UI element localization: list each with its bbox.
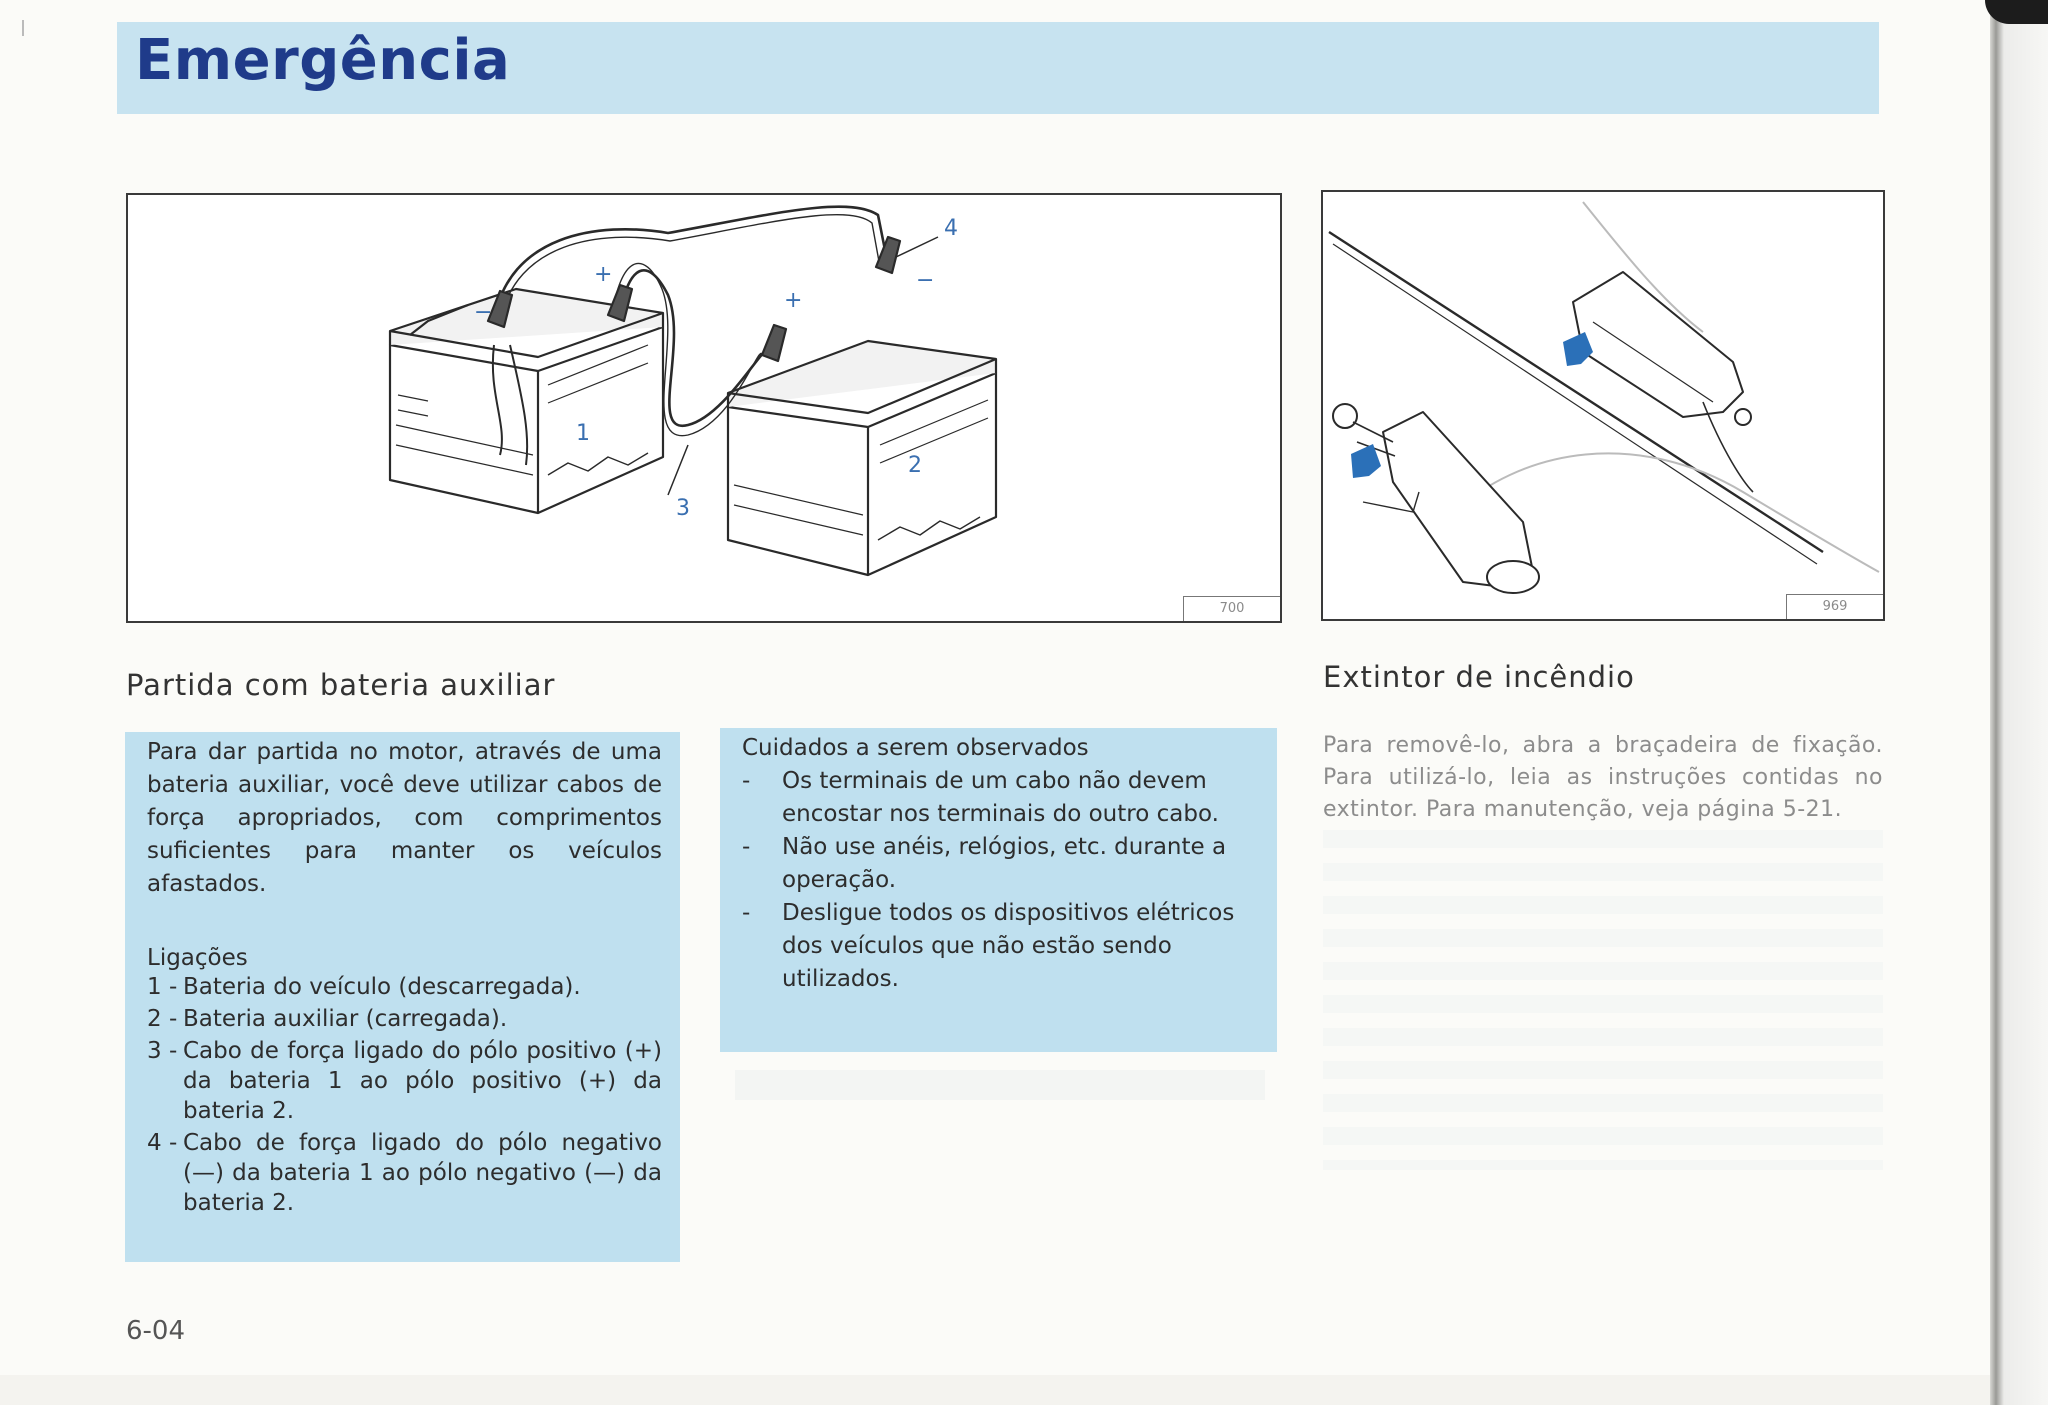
connections-list — [147, 972, 662, 1220]
show-through-text — [1323, 830, 1883, 1170]
extinguisher-illustration — [1321, 190, 1885, 621]
margin-mark — [22, 20, 24, 36]
show-through-text — [735, 1070, 1265, 1100]
figure-code: 700 — [1183, 596, 1280, 621]
list-item: 2 - Bateria auxiliar (carregada). — [147, 1006, 508, 1032]
battery-diagram — [128, 195, 1280, 621]
precautions-heading: Cuidados a serem observados — [742, 735, 1089, 761]
jump-start-illustration — [126, 193, 1282, 623]
intro-paragraph: Para dar partida no motor, através de uma bateria auxiliar, você deve utilizar cabos de força apropriados, com comprimentos suficientes para manter os veículos afastados. — [147, 739, 662, 897]
jump-start-instructions — [125, 732, 680, 1262]
callout-1: 1 — [576, 421, 590, 446]
callout-4: 4 — [944, 216, 958, 241]
callout-2: 2 — [908, 453, 922, 478]
list-item: - Os terminais de um cabo não devem encostar nos terminais do outro cabo. — [742, 768, 1219, 827]
connections-heading: Ligações — [147, 945, 248, 971]
page-number: 6-04 — [126, 1316, 186, 1346]
extinguisher-paragraph: Para removê-lo, abra a braçadeira de fixação. Para utilizá-lo, leia as instruções contidas no extintor. Para manutenção, veja página 5-21. — [1323, 733, 1883, 822]
callout-3: 3 — [676, 496, 690, 521]
list-item: - Desligue todos os dispositivos elétricos dos veículos que não estão sendo utilizados. — [742, 900, 1235, 992]
battery-section-title: Partida com bateria auxiliar — [126, 668, 556, 702]
extinguisher-diagram — [1323, 192, 1883, 619]
extinguisher-section-title: Extintor de incêndio — [1323, 660, 1635, 694]
plus-label-2: + — [784, 288, 803, 313]
list-item: - Não use anéis, relógios, etc. durante a operação. — [742, 834, 1227, 893]
list-item: 4 - Cabo de força ligado do pólo negativo (—) da bateria 1 ao pólo negativo (—) da bateria 2. — [147, 1130, 662, 1216]
precautions-box — [720, 728, 1277, 1052]
section-header — [117, 22, 1879, 114]
page-title: Emergência — [135, 28, 511, 93]
plus-label-1: + — [594, 262, 613, 287]
list-item: 1 - Bateria do veículo (descarregada). — [147, 974, 581, 1000]
list-item: 3 - Cabo de força ligado do pólo positivo (+) da bateria 1 ao pólo positivo (+) da bateria 2. — [147, 1038, 662, 1124]
page-edge — [1990, 0, 2048, 1405]
precautions-list — [742, 765, 1257, 996]
minus-label-2: − — [916, 268, 935, 293]
figure-code: 969 — [1786, 594, 1883, 619]
minus-label-1: − — [474, 300, 493, 325]
